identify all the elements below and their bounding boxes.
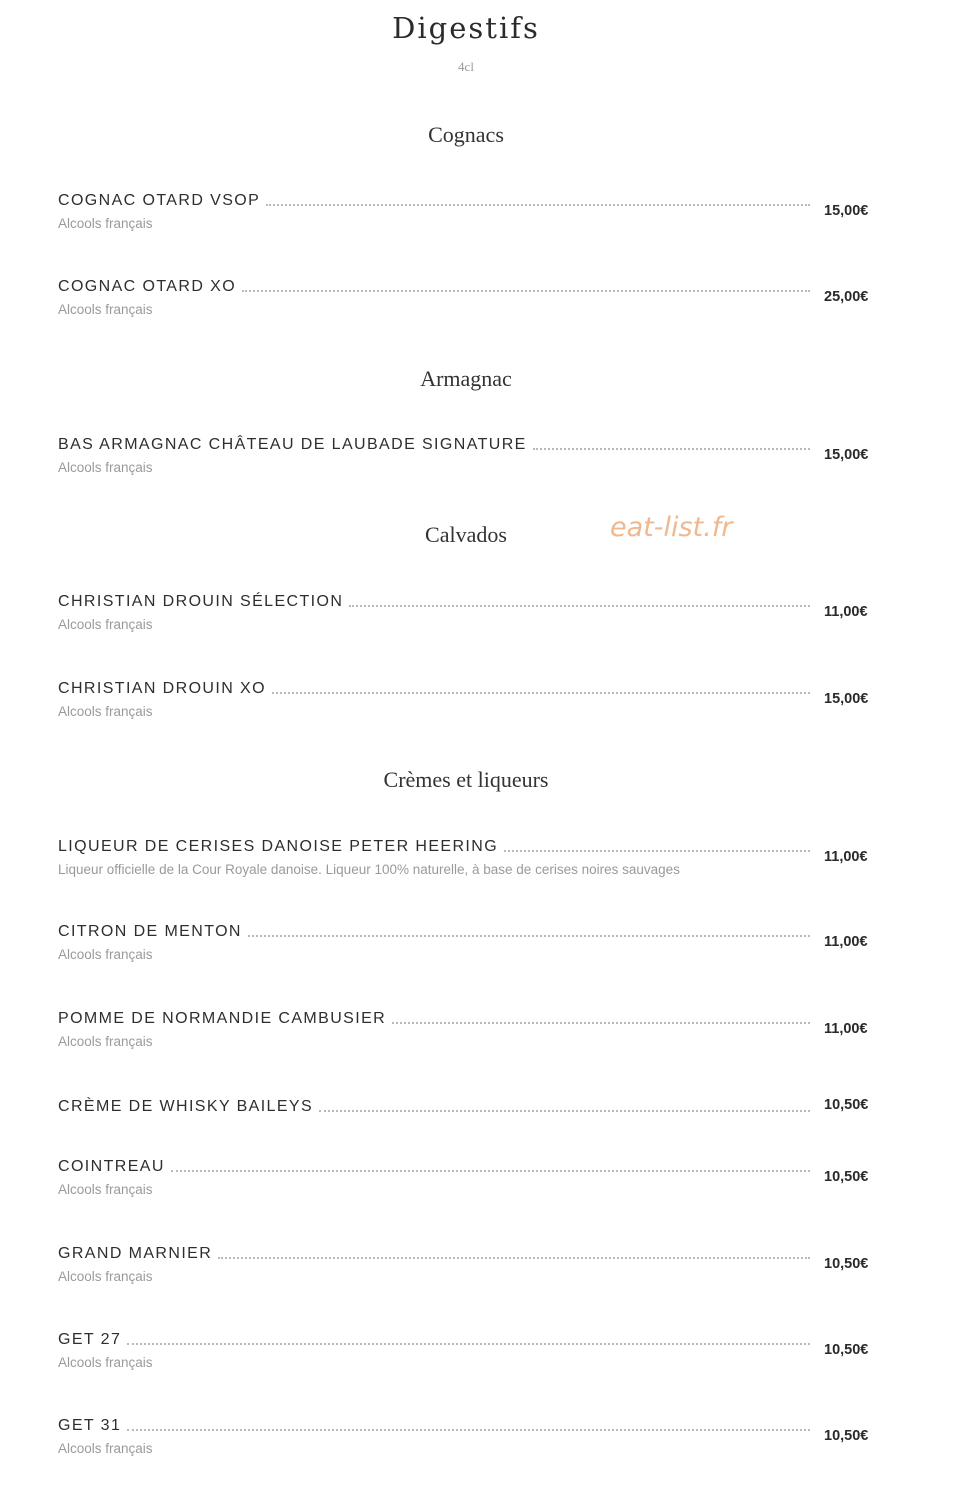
item-name: CITRON DE MENTON bbox=[58, 923, 242, 940]
dot-leader bbox=[349, 605, 810, 607]
menu-item bbox=[58, 1155, 878, 1205]
dot-leader bbox=[504, 850, 810, 852]
dot-leader bbox=[248, 935, 810, 937]
item-description: Alcools français bbox=[58, 617, 153, 632]
item-name: BAS ARMAGNAC CHÂTEAU DE LAUBADE SIGNATURE bbox=[58, 436, 527, 453]
dot-leader bbox=[127, 1343, 810, 1345]
item-price: 10,50€ bbox=[824, 1256, 869, 1272]
section-title-calvados: Calvados bbox=[425, 522, 507, 547]
item-description: Alcools français bbox=[58, 1182, 153, 1197]
section-title-armagnac: Armagnac bbox=[420, 366, 512, 391]
dot-leader bbox=[127, 1429, 810, 1431]
item-name: LIQUEUR DE CERISES DANOISE PETER HEERING bbox=[58, 838, 499, 855]
menu-item bbox=[58, 189, 878, 239]
item-price: 10,50€ bbox=[824, 1342, 869, 1358]
item-price: 11,00€ bbox=[824, 934, 868, 950]
menu-item bbox=[58, 1242, 878, 1292]
item-description: Alcools français bbox=[58, 1034, 153, 1049]
item-description: Alcools français bbox=[58, 947, 153, 962]
menu-item bbox=[58, 433, 878, 483]
page-subtitle: 4cl bbox=[458, 59, 474, 74]
item-description: Alcools français bbox=[58, 1441, 153, 1456]
item-name: CHRISTIAN DROUIN SÉLECTION bbox=[58, 593, 344, 610]
dot-leader bbox=[218, 1257, 810, 1259]
section-title-cognacs: Cognacs bbox=[428, 122, 504, 147]
menu-item bbox=[58, 1414, 878, 1464]
item-name: COGNAC OTARD XO bbox=[58, 278, 237, 295]
dot-leader bbox=[171, 1170, 810, 1172]
page-title: Digestifs bbox=[392, 11, 540, 45]
item-price: 11,00€ bbox=[824, 849, 868, 865]
item-price: 15,00€ bbox=[824, 447, 869, 463]
item-price: 10,50€ bbox=[824, 1428, 869, 1444]
item-name: GET 27 bbox=[58, 1331, 122, 1348]
item-name: GET 31 bbox=[58, 1417, 122, 1434]
item-price: 15,00€ bbox=[824, 203, 869, 219]
item-name: POMME DE NORMANDIE CAMBUSIER bbox=[58, 1010, 387, 1027]
item-description: Alcools français bbox=[58, 704, 153, 719]
item-name: CHRISTIAN DROUIN XO bbox=[58, 680, 266, 697]
item-price: 10,50€ bbox=[824, 1169, 869, 1185]
item-description: Alcools français bbox=[58, 460, 153, 475]
item-description: Liqueur officielle de la Cour Royale danoise. Liqueur 100% naturelle, à base de cerises noires sauvages bbox=[58, 862, 680, 877]
item-description: Alcools français bbox=[58, 216, 153, 231]
menu-item bbox=[58, 920, 878, 970]
item-price: 15,00€ bbox=[824, 691, 869, 707]
watermark: eat-list.fr bbox=[610, 512, 733, 543]
item-price: 11,00€ bbox=[824, 1021, 868, 1037]
item-description: Alcools français bbox=[58, 302, 153, 317]
item-price: 11,00€ bbox=[824, 604, 868, 620]
menu-item bbox=[58, 1007, 878, 1057]
item-name: COINTREAU bbox=[58, 1158, 165, 1175]
menu-item bbox=[58, 677, 878, 727]
dot-leader bbox=[319, 1110, 810, 1112]
item-name: GRAND MARNIER bbox=[58, 1245, 213, 1262]
item-price: 10,50€ bbox=[824, 1097, 869, 1113]
item-description: Alcools français bbox=[58, 1355, 153, 1370]
item-name: CRÈME DE WHISKY BAILEYS bbox=[58, 1098, 314, 1115]
menu-item bbox=[58, 1095, 878, 1145]
menu-item bbox=[58, 590, 878, 640]
dot-leader bbox=[392, 1022, 810, 1024]
dot-leader bbox=[533, 448, 810, 450]
dot-leader bbox=[242, 290, 810, 292]
menu-item bbox=[58, 1328, 878, 1378]
item-name: COGNAC OTARD VSOP bbox=[58, 192, 261, 209]
dot-leader bbox=[272, 692, 810, 694]
item-description: Alcools français bbox=[58, 1269, 153, 1284]
section-title-cremes-liqueurs: Crèmes et liqueurs bbox=[383, 767, 549, 792]
menu-item bbox=[58, 275, 878, 325]
menu-item bbox=[58, 835, 878, 885]
dot-leader bbox=[266, 204, 810, 206]
item-price: 25,00€ bbox=[824, 289, 869, 305]
